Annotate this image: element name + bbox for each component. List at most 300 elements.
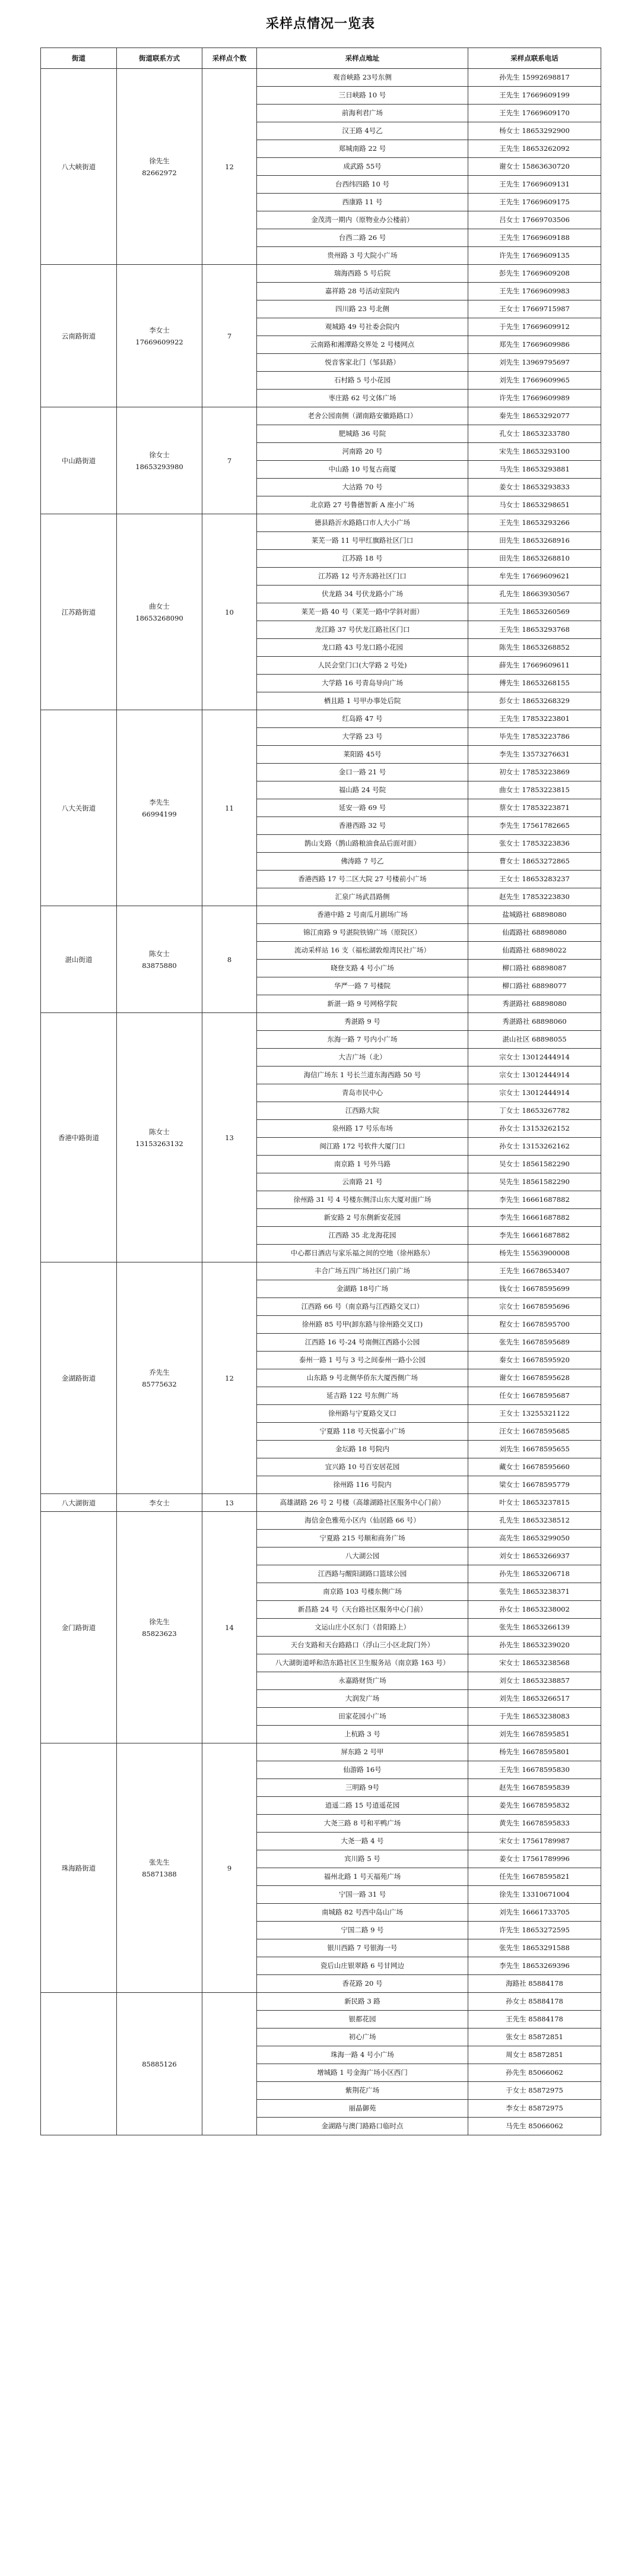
contact-line: 徐先生 [149, 156, 170, 165]
site-phone-cell: 于先生 18653238083 [468, 1708, 601, 1726]
table-row [41, 1494, 601, 1512]
site-phone-cell: 宗女士 13012444914 [468, 1067, 601, 1084]
site-phone-cell: 宗女士 13012444914 [468, 1084, 601, 1102]
site-address-cell: 郑城南路 22 号 [257, 140, 468, 158]
site-address-cell: 宁国一路 31 号 [257, 1886, 468, 1904]
site-address-cell: 福山路 24 号院 [257, 781, 468, 799]
site-phone-cell: 傅先生 18653268155 [468, 675, 601, 692]
site-phone-cell: 李先生 18653269396 [468, 1957, 601, 1975]
site-address-cell: 大吉广场（北） [257, 1049, 468, 1067]
table-row [41, 1993, 601, 2011]
site-phone-cell: 宗女士 16678595696 [468, 1298, 601, 1316]
site-phone-cell: 孔先生 18663930567 [468, 586, 601, 603]
site-address-cell: 天台支路和天台路路口（浮山三小区北院门外） [257, 1637, 468, 1654]
site-phone-cell: 张先生 18653291588 [468, 1939, 601, 1957]
table-row [41, 710, 601, 728]
site-address-cell: 香港中路 2 号南瓜月剧场广场 [257, 906, 468, 924]
site-phone-cell: 孙先生 15992698817 [468, 69, 601, 87]
site-address-cell: 汇泉广场武昌路侧 [257, 888, 468, 906]
site-phone-cell: 柳口路社 68898077 [468, 977, 601, 995]
site-address-cell: 丰合广场五四广场社区门前广场 [257, 1262, 468, 1280]
site-address-cell: 海信广场东 1 号长兰道东海西路 50 号 [257, 1067, 468, 1084]
site-phone-cell: 吴女士 18561582290 [468, 1156, 601, 1173]
site-phone-cell: 孙女士 13153262162 [468, 1138, 601, 1156]
site-address-cell: 紫荆花广场 [257, 2082, 468, 2100]
site-address-cell: 南京路 1 号外马路 [257, 1156, 468, 1173]
site-address-cell: 香港西路 32 号 [257, 817, 468, 835]
contact-line: 85823623 [142, 1629, 177, 1638]
site-address-cell: 大尧三路 8 号和平鸭广场 [257, 1815, 468, 1833]
site-phone-cell: 孙先生 18653239020 [468, 1637, 601, 1654]
table-row [41, 1013, 601, 1031]
site-address-cell: 老舍公园南侧（湖南路安徽路路口） [257, 407, 468, 425]
site-phone-cell: 周女士 85872851 [468, 2046, 601, 2064]
site-phone-cell: 于女士 85872975 [468, 2082, 601, 2100]
site-phone-cell: 刘先生 13969795697 [468, 354, 601, 372]
site-address-cell: 文运山庄小区东门（昔阳路上） [257, 1619, 468, 1637]
site-phone-cell: 徐先生 13310671004 [468, 1886, 601, 1904]
site-phone-cell: 陈先生 18653268852 [468, 639, 601, 657]
site-address-cell: 新民路 3 路 [257, 1993, 468, 2011]
site-address-cell: 江西路 66 号（南京路与江西路交叉口） [257, 1298, 468, 1316]
site-address-cell: 银都花园 [257, 2011, 468, 2028]
site-count-cell: 12 [202, 69, 257, 265]
street-cell: 八大湖街道 [41, 1494, 117, 1512]
street-cell [41, 1993, 117, 2135]
site-phone-cell: 孙先生 18653206718 [468, 1565, 601, 1583]
site-phone-cell: 王先生 17669609170 [468, 105, 601, 122]
street-contact-cell [117, 1512, 202, 1743]
site-phone-cell: 马先生 18653293881 [468, 461, 601, 479]
contact-line: 85871388 [142, 1869, 177, 1878]
site-address-cell: 江苏路 12 号齐东路社区门口 [257, 568, 468, 586]
site-phone-cell: 李女士 85872975 [468, 2100, 601, 2118]
site-count-cell: 13 [202, 1013, 257, 1262]
site-address-cell: 台西纬四路 10 号 [257, 176, 468, 194]
site-count-cell: 12 [202, 1262, 257, 1494]
site-address-cell: 延安一路 69 号 [257, 799, 468, 817]
site-phone-cell: 刘先生 18653266517 [468, 1690, 601, 1708]
site-phone-cell: 吕女士 17669703506 [468, 211, 601, 229]
street-contact-cell [117, 69, 202, 265]
table-row [41, 1512, 601, 1530]
street-contact-cell [117, 1262, 202, 1494]
site-address-cell: 金湖路 18号广场 [257, 1280, 468, 1298]
site-address-cell: 山东路 9 号北侧华侨东大厦西侧广场 [257, 1369, 468, 1387]
contact-line: 13153263132 [135, 1139, 183, 1148]
site-address-cell: 流动采样站 16 支（福松湖敦煌湾民社广场） [257, 942, 468, 960]
site-address-cell: 汉王路 4号乙 [257, 122, 468, 140]
site-address-cell: 鹊山支路（鹊山路粮油食品后面对面） [257, 835, 468, 853]
contact-line: 85885126 [142, 2059, 177, 2068]
street-cell: 八大峡街道 [41, 69, 117, 265]
street-cell: 香港中路街道 [41, 1013, 117, 1262]
site-phone-cell: 李先生 17561782665 [468, 817, 601, 835]
site-count-cell: 7 [202, 407, 257, 514]
header-contact: 街道联系方式 [117, 48, 202, 69]
site-phone-cell: 田先生 18653268810 [468, 550, 601, 568]
site-phone-cell: 汪女士 16678595685 [468, 1423, 601, 1441]
site-address-cell: 青岛市民中心 [257, 1084, 468, 1102]
site-address-cell: 逍遥二路 15 号逍遥花园 [257, 1797, 468, 1815]
site-phone-cell: 杨先生 15563900008 [468, 1245, 601, 1262]
site-address-cell: 江西路大院 [257, 1102, 468, 1120]
page-title: 采样点情况一览表 [265, 16, 375, 31]
site-phone-cell: 郑先生 17669609986 [468, 336, 601, 354]
contact-line: 陈女士 [149, 1127, 170, 1136]
site-phone-cell: 宋女士 18653238568 [468, 1654, 601, 1672]
site-address-cell: 前海利君广场 [257, 105, 468, 122]
contact-line: 李先生 [149, 798, 170, 806]
site-address-cell: 江西路与醒阳湖路口篮球公园 [257, 1565, 468, 1583]
contact-line: 李女士 [149, 1498, 170, 1507]
site-count-cell: 14 [202, 1512, 257, 1743]
site-address-cell: 莱芜一路 40 号（莱芜一路中学斜对面） [257, 603, 468, 621]
site-address-cell: 八大湖街道呼和浩东路社区卫生服务站（南京路 163 号） [257, 1654, 468, 1672]
street-contact-cell [117, 906, 202, 1013]
site-address-cell: 江西路 35 北龙海花园 [257, 1227, 468, 1245]
street-contact-cell [117, 1013, 202, 1262]
contact-line: 徐先生 [149, 1617, 170, 1626]
site-phone-cell: 曹女士 18653272865 [468, 853, 601, 871]
site-address-cell: 宜兴路 10 号百安居花园 [257, 1458, 468, 1476]
site-address-cell: 枣庄路 62 号文体广场 [257, 390, 468, 407]
site-phone-cell: 刘先生 17669609965 [468, 372, 601, 390]
site-address-cell: 龙江路 37 号伏龙江路社区门口 [257, 621, 468, 639]
site-address-cell: 大沽路 70 号 [257, 479, 468, 496]
header-site-phone: 采样点联系电话 [468, 48, 601, 69]
site-address-cell: 红岛路 47 号 [257, 710, 468, 728]
site-address-cell: 台西二路 26 号 [257, 229, 468, 247]
site-phone-cell: 吴先生 18561582290 [468, 1173, 601, 1191]
site-address-cell: 闽江路 172 号软件大厦门口 [257, 1138, 468, 1156]
header-street: 街道 [41, 48, 117, 69]
site-phone-cell: 湛山社区 68898055 [468, 1031, 601, 1049]
site-address-cell: 大尧一路 4 号 [257, 1833, 468, 1850]
site-phone-cell: 许先生 17669609989 [468, 390, 601, 407]
site-address-cell: 江西路 16 号-24 号南侧江西路小公园 [257, 1334, 468, 1352]
site-address-cell: 栖且路 1 号甲办事处后院 [257, 692, 468, 710]
site-phone-cell: 王先生 18653262092 [468, 140, 601, 158]
site-count-cell: 7 [202, 265, 257, 407]
site-phone-cell: 杨女士 18653292900 [468, 122, 601, 140]
contact-line: 66994199 [142, 809, 177, 818]
site-address-cell: 初心广场 [257, 2028, 468, 2046]
site-phone-cell: 丁女士 18653267782 [468, 1102, 601, 1120]
site-address-cell: 延吉路 122 号东侧广场 [257, 1387, 468, 1405]
site-phone-cell: 藏女士 16678595660 [468, 1458, 601, 1476]
contact-line: 17669609922 [135, 337, 183, 346]
site-count-cell: 10 [202, 514, 257, 710]
street-cell: 中山路街道 [41, 407, 117, 514]
site-address-cell: 永嘉路财货广场 [257, 1672, 468, 1690]
site-phone-cell: 孙女士 18653238002 [468, 1601, 601, 1619]
site-address-cell: 云南路和湘潭路交界处 2 号楼网点 [257, 336, 468, 354]
site-phone-cell: 张女士 85872851 [468, 2028, 601, 2046]
site-address-cell: 宾川路 5 号 [257, 1850, 468, 1868]
street-contact-cell [117, 1993, 202, 2135]
site-phone-cell: 谢女士 16678595628 [468, 1369, 601, 1387]
site-count-cell: 9 [202, 1743, 257, 1993]
site-phone-cell: 于先生 17669609912 [468, 318, 601, 336]
street-contact-cell [117, 710, 202, 906]
site-address-cell: 银川西路 7 号银海一号 [257, 1939, 468, 1957]
site-address-cell: 悦音客家北门（邹县路） [257, 354, 468, 372]
site-address-cell: 宁夏路 118 号天悦嘉小广场 [257, 1423, 468, 1441]
site-phone-cell: 赵先生 17853223830 [468, 888, 601, 906]
site-phone-cell: 马先生 85066062 [468, 2118, 601, 2135]
site-phone-cell: 王先生 17669609983 [468, 283, 601, 300]
site-phone-cell: 王先生 17669609188 [468, 229, 601, 247]
site-address-cell: 香花路 20 号 [257, 1975, 468, 1993]
contact-line: 陈女士 [149, 949, 170, 958]
site-phone-cell: 李先生 16661687882 [468, 1227, 601, 1245]
site-phone-cell: 王女士 13255321122 [468, 1405, 601, 1423]
site-address-cell: 人民会堂门口(大学路 2 号处) [257, 657, 468, 675]
table-row [41, 514, 601, 532]
site-phone-cell: 张女士 17853223836 [468, 835, 601, 853]
site-phone-cell: 彭女士 18653268329 [468, 692, 601, 710]
street-contact-cell [117, 514, 202, 710]
site-address-cell: 东海一路 7 号内小广场 [257, 1031, 468, 1049]
site-phone-cell: 王先生 17853223801 [468, 710, 601, 728]
site-address-cell: 锦江南路 9 号湛院铁锦广场（原院区） [257, 924, 468, 942]
site-address-cell: 晓登支路 4 号小广场 [257, 960, 468, 977]
contact-line: 82662972 [142, 168, 177, 177]
site-address-cell: 江苏路 18 号 [257, 550, 468, 568]
street-cell: 金门路街道 [41, 1512, 117, 1743]
street-cell: 珠海路街道 [41, 1743, 117, 1993]
site-phone-cell: 王女士 18653283237 [468, 871, 601, 888]
site-address-cell: 南京路 103 号楼东侧广场 [257, 1583, 468, 1601]
header-count: 采样点个数 [202, 48, 257, 69]
site-address-cell: 成武路 55号 [257, 158, 468, 176]
site-address-cell: 宁国二路 9 号 [257, 1922, 468, 1939]
street-cell: 金湖路街道 [41, 1262, 117, 1494]
site-address-cell: 大学路 16 号青岛导向广场 [257, 675, 468, 692]
table-row [41, 265, 601, 283]
street-contact-cell [117, 1494, 202, 1512]
contact-line: 张先生 [149, 1857, 170, 1866]
site-address-cell: 四川路 23 号北侧 [257, 300, 468, 318]
site-phone-cell: 毕先生 17853223786 [468, 728, 601, 746]
site-phone-cell: 刘先生 16678595851 [468, 1726, 601, 1743]
site-phone-cell: 盐城路社 68898080 [468, 906, 601, 924]
contact-line: 李女士 [149, 325, 170, 334]
site-phone-cell: 王先生 18653293768 [468, 621, 601, 639]
site-phone-cell: 彭先生 17669609208 [468, 265, 601, 283]
site-phone-cell: 叶女士 18653237815 [468, 1494, 601, 1512]
site-phone-cell: 孙女士 85884178 [468, 1993, 601, 2011]
table-row [41, 1743, 601, 1761]
site-address-cell: 大润发广场 [257, 1690, 468, 1708]
site-address-cell: 屏东路 2 号甲 [257, 1743, 468, 1761]
site-address-cell: 伏龙路 34 号伏龙路小广场 [257, 586, 468, 603]
site-phone-cell: 张先生 16678595689 [468, 1334, 601, 1352]
site-phone-cell: 王先生 85884178 [468, 2011, 601, 2028]
site-phone-cell: 马女士 18653298651 [468, 496, 601, 514]
site-phone-cell: 杨先生 16678595801 [468, 1743, 601, 1761]
site-phone-cell: 宋先生 18653293100 [468, 443, 601, 461]
site-phone-cell: 牟先生 17669609621 [468, 568, 601, 586]
site-phone-cell: 刘先生 16661733705 [468, 1904, 601, 1922]
site-phone-cell: 秦先生 18653292077 [468, 407, 601, 425]
table-row [41, 69, 601, 87]
site-address-cell: 瑞海西路 5 号后院 [257, 265, 468, 283]
site-phone-cell: 任女士 16678595687 [468, 1387, 601, 1405]
contact-line: 18653293980 [135, 462, 183, 471]
site-phone-cell: 秀湛路社 68898080 [468, 995, 601, 1013]
site-address-cell: 香港西路 17 号二区大院 27 号楼前小广场 [257, 871, 468, 888]
site-address-cell: 嘉祥路 28 号活动室院内 [257, 283, 468, 300]
site-phone-cell: 孙女士 13153262152 [468, 1120, 601, 1138]
site-address-cell: 华严一路 7 号楼院 [257, 977, 468, 995]
site-address-cell: 佛涛路 7 号乙 [257, 853, 468, 871]
site-phone-cell: 刘女士 18653238857 [468, 1672, 601, 1690]
street-cell: 湛山街道 [41, 906, 117, 1013]
site-phone-cell: 刘女士 18653266937 [468, 1548, 601, 1565]
site-address-cell: 徐州路 85 号甲(卸东路与徐州路交叉口) [257, 1316, 468, 1334]
site-phone-cell: 秀湛路社 68898060 [468, 1013, 601, 1031]
site-address-cell: 中山路 10 号复古商厦 [257, 461, 468, 479]
site-count-cell: 13 [202, 1494, 257, 1512]
site-address-cell: 徐州路 31 号 4 号楼东侧洋山东大厦对面广场 [257, 1191, 468, 1209]
site-phone-cell: 许先生 17669609135 [468, 247, 601, 265]
street-contact-cell [117, 1743, 202, 1993]
site-phone-cell: 李先生 16661687882 [468, 1209, 601, 1227]
site-phone-cell: 王先生 17669609131 [468, 176, 601, 194]
site-phone-cell: 孔女士 18653233780 [468, 425, 601, 443]
site-address-cell: 河南路 20 号 [257, 443, 468, 461]
site-address-cell: 金口一路 21 号 [257, 764, 468, 781]
site-phone-cell: 海路社 85884178 [468, 1975, 601, 1993]
contact-line: 83875880 [142, 961, 177, 970]
site-phone-cell: 张先生 18653266139 [468, 1619, 601, 1637]
site-phone-cell: 王先生 16678595830 [468, 1761, 601, 1779]
sampling-sites-table [40, 48, 601, 2135]
site-phone-cell: 李先生 13573276631 [468, 746, 601, 764]
site-address-cell: 新安路 2 号东侧新安花园 [257, 1209, 468, 1227]
site-address-cell: 云南路 21 号 [257, 1173, 468, 1191]
site-address-cell: 石村路 5 号小花园 [257, 372, 468, 390]
site-phone-cell: 王先生 17669609175 [468, 194, 601, 211]
site-phone-cell: 姜先生 16678595832 [468, 1797, 601, 1815]
site-phone-cell: 王先生 16678653407 [468, 1262, 601, 1280]
contact-line: 85775632 [142, 1379, 177, 1388]
site-address-cell: 德县路沂水路路口市人大小广场 [257, 514, 468, 532]
contact-line: 乔先生 [149, 1368, 170, 1376]
site-address-cell: 贵州路 3 号大院小广场 [257, 247, 468, 265]
site-address-cell: 新湛一路 9 号网格学院 [257, 995, 468, 1013]
site-phone-cell: 田先生 18653268916 [468, 532, 601, 550]
site-phone-cell: 孔先生 18653238512 [468, 1512, 601, 1530]
site-phone-cell: 仙霞路社 68898022 [468, 942, 601, 960]
site-phone-cell: 姜女士 17561789996 [468, 1850, 601, 1868]
site-address-cell: 丽晶御苑 [257, 2100, 468, 2118]
site-phone-cell: 薛先生 17669609611 [468, 657, 601, 675]
site-phone-cell: 赵先生 16678595839 [468, 1779, 601, 1797]
contact-line: 18653268090 [135, 613, 183, 622]
site-address-cell: 田家花园小广场 [257, 1708, 468, 1726]
site-address-cell: 泉州路 17 号乐布场 [257, 1120, 468, 1138]
site-phone-cell: 任先生 16678595821 [468, 1868, 601, 1886]
site-address-cell: 观城路 49 号社委会院内 [257, 318, 468, 336]
site-address-cell: 瓷后山庄银翠路 6 号甘网边 [257, 1957, 468, 1975]
site-address-cell: 三明路 9号 [257, 1779, 468, 1797]
site-phone-cell: 王先生 17669609199 [468, 87, 601, 105]
site-address-cell: 徐州路与宁夏路交叉口 [257, 1405, 468, 1423]
site-address-cell: 泰州一路 1 号与 3 号之间泰州一路小公园 [257, 1352, 468, 1369]
site-phone-cell: 秦女士 16678595920 [468, 1352, 601, 1369]
site-address-cell: 上杭路 3 号 [257, 1726, 468, 1743]
site-address-cell: 高雄湖路 26 号 2 号楼（高雄湖路社区服务中心门前） [257, 1494, 468, 1512]
site-phone-cell: 王先生 18653293266 [468, 514, 601, 532]
street-contact-cell [117, 265, 202, 407]
site-address-cell: 中心都日酒店与家乐福之间的空地（徐州路东） [257, 1245, 468, 1262]
site-address-cell: 北京路 27 号鲁德智新 A 座小广场 [257, 496, 468, 514]
site-address-cell: 西康路 11 号 [257, 194, 468, 211]
site-phone-cell: 高先生 18653299050 [468, 1530, 601, 1548]
site-address-cell: 秀湛路 9 号 [257, 1013, 468, 1031]
street-cell: 八大关街道 [41, 710, 117, 906]
site-phone-cell: 王女士 17669715987 [468, 300, 601, 318]
site-address-cell: 八大湖公园 [257, 1548, 468, 1565]
site-phone-cell: 初女士 17853223869 [468, 764, 601, 781]
table-row [41, 1262, 601, 1280]
site-address-cell: 福州北路 1 号天福苑广场 [257, 1868, 468, 1886]
street-cell: 江苏路街道 [41, 514, 117, 710]
site-address-cell: 珠海一路 4 号小广场 [257, 2046, 468, 2064]
site-address-cell: 仙游路 16号 [257, 1761, 468, 1779]
site-phone-cell: 柳口路社 68898087 [468, 960, 601, 977]
site-address-cell: 大学路 23 号 [257, 728, 468, 746]
site-count-cell [202, 1993, 257, 2135]
site-address-cell: 莱阳路 45号 [257, 746, 468, 764]
table-row [41, 407, 601, 425]
site-phone-cell: 曲女士 17853223815 [468, 781, 601, 799]
site-address-cell: 观音峡路 23号东侧 [257, 69, 468, 87]
site-address-cell: 增城路 1 号金海广场小区西门 [257, 2064, 468, 2082]
site-address-cell: 三日峡路 10 号 [257, 87, 468, 105]
site-address-cell: 龙口路 43 号龙口路小花园 [257, 639, 468, 657]
site-address-cell: 新昌路 24 号（天台路社区服务中心门前） [257, 1601, 468, 1619]
site-phone-cell: 程女士 16678595700 [468, 1316, 601, 1334]
site-phone-cell: 谢女士 15863630720 [468, 158, 601, 176]
site-address-cell: 莱芜一路 11 号甲红旗路社区门口 [257, 532, 468, 550]
site-phone-cell: 蔡女士 17853223871 [468, 799, 601, 817]
site-phone-cell: 仙霞路社 68898080 [468, 924, 601, 942]
street-cell: 云南路街道 [41, 265, 117, 407]
site-phone-cell: 王先生 18653260569 [468, 603, 601, 621]
table-header-row [41, 48, 601, 69]
site-count-cell: 8 [202, 906, 257, 1013]
table-row [41, 906, 601, 924]
site-address-cell: 金茂湾一期内（原物业办公楼前） [257, 211, 468, 229]
header-site-address: 采样点地址 [257, 48, 468, 69]
contact-line: 曲女士 [149, 602, 170, 610]
site-address-cell: 南城路 82 号西中岛山广场 [257, 1904, 468, 1922]
site-address-cell: 金坛路 18 号院内 [257, 1441, 468, 1458]
site-count-cell: 11 [202, 710, 257, 906]
site-address-cell: 肥城路 36 号院 [257, 425, 468, 443]
site-phone-cell: 姜女士 18653293833 [468, 479, 601, 496]
site-address-cell: 海信金色雅苑小区内（仙居路 66 号） [257, 1512, 468, 1530]
site-phone-cell: 宋女士 17561789987 [468, 1833, 601, 1850]
site-address-cell: 徐州路 116 号院内 [257, 1476, 468, 1494]
site-phone-cell: 刘先生 16678595655 [468, 1441, 601, 1458]
site-phone-cell: 张先生 18653238371 [468, 1583, 601, 1601]
site-phone-cell: 许先生 18653272595 [468, 1922, 601, 1939]
